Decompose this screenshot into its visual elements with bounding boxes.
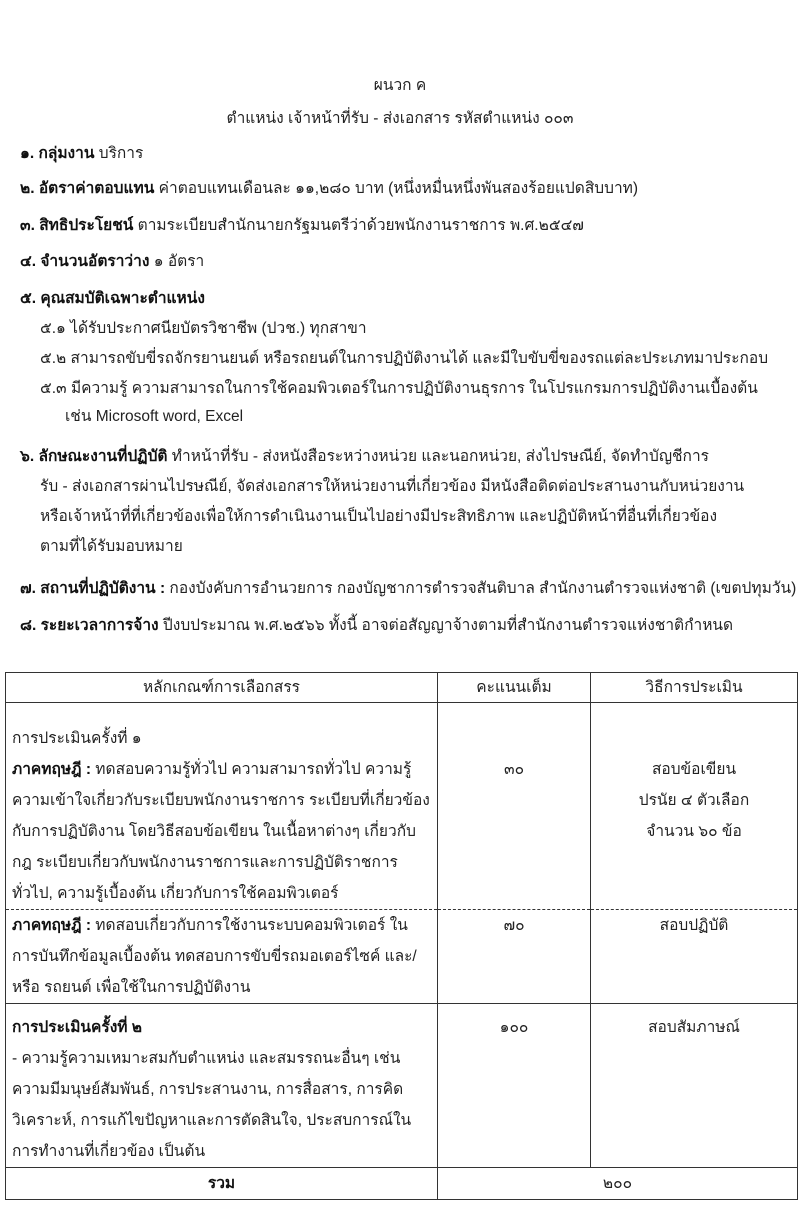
- duties-line-2: รับ - ส่งเอกสารผ่านไปรษณีย์, จัดส่งเอกสารให้หน่วยงานที่เกี่ยวข้อง มีหนังสือติดต่อประสานงานกับหน่วยงาน: [40, 478, 745, 495]
- item-work-group: ๑. กลุ่มงาน บริการ: [20, 145, 144, 162]
- selection-criteria-table: [5, 672, 798, 1200]
- table-row: [6, 910, 798, 1004]
- table-row: [6, 1004, 798, 1168]
- item-benefits: ๓. สิทธิประโยชน์ ตามระเบียบสำนักนายกรัฐมนตรีว่าด้วยพนักงานราชการ พ.ศ.๒๕๔๗: [20, 217, 584, 234]
- qualification-1: ๕.๑ ได้รับประกาศนียบัตรวิชาชีพ (ปวช.) ทุกสาขา: [40, 320, 367, 337]
- item-duration: ๘. ระยะเวลาการจ้าง ปีงบประมาณ พ.ศ.๒๕๖๖ ทั้งนี้ อาจต่อสัญญาจ้างตามที่สำนักงานตำรวจแห่งชาติกำหนด: [20, 617, 734, 634]
- item-qualifications: ๕. คุณสมบัติเฉพาะตำแหน่ง: [20, 290, 205, 307]
- method-cell: สอบสัมภาษณ์: [591, 1004, 798, 1168]
- row-heading: การประเมินครั้งที่ ๑: [12, 730, 142, 747]
- qualification-3-cont: เช่น Microsoft word, Excel: [65, 408, 244, 425]
- criteria-text: ภาคทฤษฎี : ทดสอบความรู้ทั่วไป ความสามารถทั่วไป ความรู้ ความเข้าใจเกี่ยวกับระเบียบพนักงานราชการ ระเบียบที่เกี่ยวข้องกับการปฏิบัติงาน โดยวิธีสอบข้อเขียน ในเนื้อหาต่างๆ เกี่ยวกับ กฎ ระเบียบเกี่ยวกับพนักงานราชการและการปฏิบัติราชการทั่วไป, ความรู้เบื้องต้น เกี่ยวกับการใช้คอมพิวเตอร์: [12, 761, 430, 902]
- total-label: รวม: [6, 1168, 438, 1200]
- position-title: ตำแหน่ง เจ้าหน้าที่รับ - ส่งเอกสาร รหัสตำแหน่ง ๐๐๓: [226, 110, 574, 127]
- appendix-title: ผนวก ค: [373, 77, 427, 94]
- header-criteria: หลักเกณฑ์การเลือกสรร: [6, 673, 438, 703]
- item-workplace: ๗. สถานที่ปฏิบัติงาน : กองบังคับการอำนวยการ กองบัญชาการตำรวจสันติบาล สำนักงานตำรวจแห่งชาติ (เขตปทุมวัน): [20, 580, 797, 597]
- score-cell: ๑๐๐: [438, 1004, 591, 1168]
- item-compensation: ๒. อัตราค่าตอบแทน ค่าตอบแทนเดือนละ ๑๑,๒๘๐ บาท (หนึ่งหมื่นหนึ่งพันสองร้อยแปดสิบบาท): [20, 180, 639, 197]
- criteria-cell: การประเมินครั้งที่ ๒ - ความรู้ความเหมาะสมกับตำแหน่ง และสมรรถนะอื่นๆ เช่น ความมีมนุษย์สัมพันธ์, การประสานงาน, การสื่อสาร, การคิดวิเคราะห์, การแก้ไขปัญหาและการตัดสินใจ, ประสบการณ์ในการทำงานที่เกี่ยวข้อง เป็นต้น: [6, 1004, 438, 1168]
- method-cell: สอบปฏิบัติ: [591, 910, 798, 1004]
- header-full-score: คะแนนเต็ม: [438, 673, 591, 703]
- method-cell: สอบข้อเขียน ปรนัย ๔ ตัวเลือก จำนวน ๖๐ ข้อ: [591, 703, 798, 910]
- header-method: วิธีการประเมิน: [591, 673, 798, 703]
- score-cell: ๗๐: [438, 910, 591, 1004]
- total-score: ๒๐๐: [438, 1168, 798, 1200]
- item-vacancies: ๔. จำนวนอัตราว่าง ๑ อัตรา: [20, 253, 205, 270]
- qualification-3: ๕.๓ มีความรู้ ความสามารถในการใช้คอมพิวเตอร์ในการปฏิบัติงานธุรการ ในโปรแกรมการปฏิบัติงานเบื้องต้น: [40, 380, 758, 397]
- qualification-2: ๕.๒ สามารถขับขี่รถจักรยานยนต์ หรือรถยนต์ในการปฏิบัติงานได้ และมีใบขับขี่ของรถแต่ละประเภทมาประกอบ: [40, 350, 769, 367]
- table-row: [6, 703, 798, 910]
- table-total-row: [6, 1168, 798, 1200]
- criteria-cell: ภาคทฤษฎี : ทดสอบเกี่ยวกับการใช้งานระบบคอมพิวเตอร์ ในการบันทึกข้อมูลเบื้องต้น ทดสอบการขับขี่รถมอเตอร์ไซค์ และ/หรือ รถยนต์ เพื่อใช้ในการปฏิบัติงาน: [6, 910, 438, 1004]
- duties-line-3: หรือเจ้าหน้าที่ที่เกี่ยวข้องเพื่อให้การดำเนินงานเป็นไปอย่างมีประสิทธิภาพ และปฏิบัติหน้าที่อื่นที่เกี่ยวข้อง: [40, 508, 718, 525]
- item-duties: ๖. ลักษณะงานที่ปฏิบัติ ทำหน้าที่รับ - ส่งหนังสือระหว่างหน่วย และนอกหน่วย, ส่งไปรษณีย์, จัดทำบัญชีการ: [20, 448, 709, 465]
- duties-line-4: ตามที่ได้รับมอบหมาย: [40, 538, 183, 555]
- score-cell: ๓๐: [438, 703, 591, 910]
- table-header-row: [6, 673, 798, 703]
- criteria-cell: [6, 703, 438, 910]
